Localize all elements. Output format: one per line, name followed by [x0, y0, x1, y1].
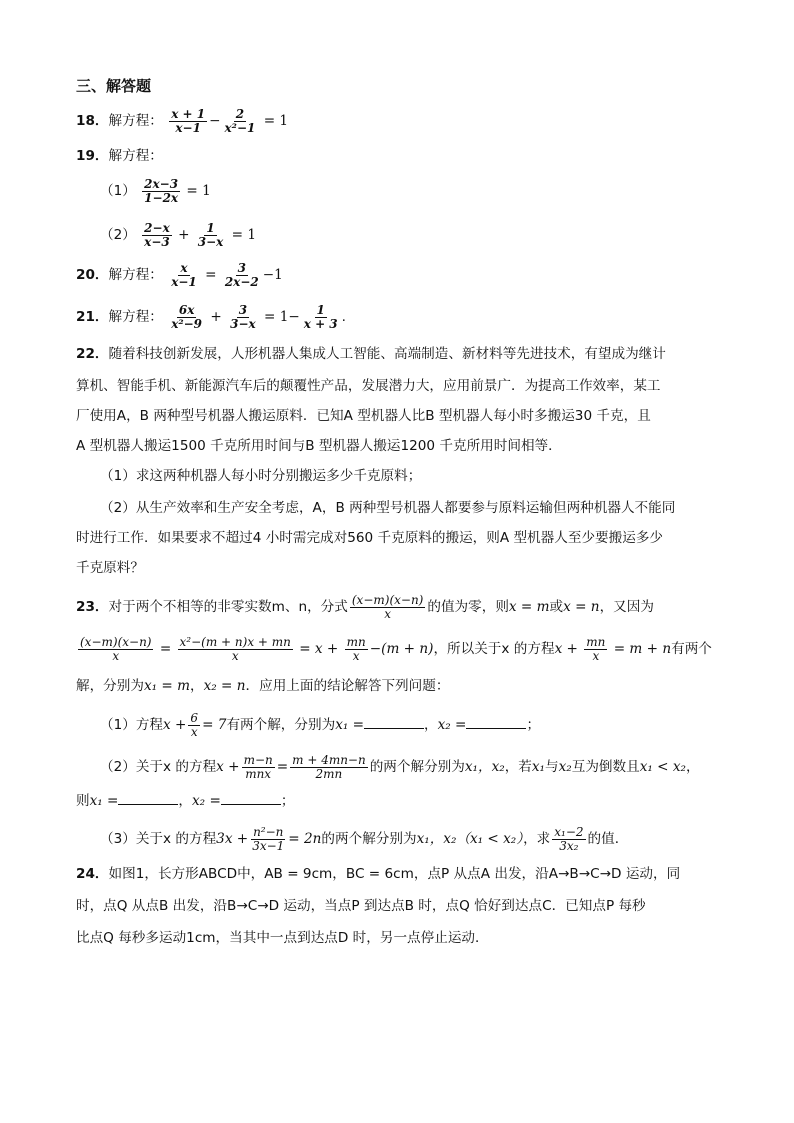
- question-20: 20．解方程： $\frac{x}{x-1}$ = $\frac{3}{2x-2}$ −1: [76, 261, 283, 289]
- answer-blank[interactable]: [221, 790, 281, 805]
- question-23-line-1: 23．对于两个不相等的非零实数m、n，分式 $\frac{(x-m)(x-n)}{x}$ 的值为零，则x = m或x = n，又因为: [76, 593, 654, 621]
- question-24-line-3: 比点Q 每秒多运动1cm，当其中一点到达点D 时，另一点停止运动．: [76, 930, 489, 946]
- question-19-part-1: （1） $\frac{2x-3}{1-2x}$ = 1: [100, 177, 211, 205]
- fraction: $\frac{m + 4mn-n}{2mn}$: [292, 753, 366, 781]
- section-heading: 三、解答题: [76, 77, 152, 95]
- question-22-line-1: 22．随着科技创新发展，人形机器人集成人工智能、高端制造、新材料等先进技术，有望成为继计: [76, 346, 666, 362]
- fraction: $\frac{1}{x + 3}$: [303, 303, 338, 331]
- question-22-line-3: 厂使用A，B 两种型号机器人搬运原料．已知A 型机器人比B 型机器人每小时多搬运30 千克，且: [76, 408, 651, 424]
- fraction: $\frac{x}{x-1}$: [171, 261, 197, 289]
- fraction: $\frac{(x-m)(x-n)}{x}$: [80, 635, 152, 663]
- fraction: $\frac{1}{3-x}$: [197, 221, 224, 249]
- question-number: 18．: [76, 113, 109, 130]
- question-23-line-3: 解，分别为x₁ = m，x₂ = n．应用上面的结论解答下列问题：: [76, 678, 450, 694]
- question-18: 18．解方程： $\frac{x + 1}{x-1}$ − $\frac{2}{\text{x²−1}}$ = 1: [76, 107, 289, 135]
- fraction: $\frac{2-x}{x-3}$: [144, 221, 170, 249]
- fraction: $\frac{mn}{x}$: [586, 635, 606, 663]
- question-text: 解方程：: [108, 148, 163, 164]
- question-19: [76, 146, 163, 166]
- fraction: $\frac{\text{n²−n}}{3x-1}$: [252, 825, 285, 853]
- fraction: $\frac{3}{2x-2}$: [224, 261, 259, 289]
- question-23-part-3: （3）关于x 的方程3x + $\frac{\text{n²−n}}{3x-1}$ = 2n的两个解分别为x₁，x₂（x₁ < x₂），求 $\frac{\text{x₁−2}}{\text{3x₂}}$ 的值．: [100, 825, 629, 853]
- fraction: $\frac{m-n}{\text{mnx}}$: [243, 753, 273, 781]
- question-23-part-1: （1）方程x + $\frac{6}{x}$ = 7有两个解，分别为x₁ = ，x₂ = ；: [100, 711, 541, 739]
- answer-blank[interactable]: [118, 790, 178, 805]
- question-text: 解方程：: [108, 309, 163, 326]
- fraction: $\frac{6x}{\text{x²−9}}$: [171, 303, 203, 331]
- fraction: $\frac{2x-3}{1-2x}$: [144, 177, 179, 205]
- question-24-line-1: 24．如图1，长方形ABCD中，AB = 9cm，BC = 6cm，点P 从点A 出发，沿A→B→C→D 运动，同: [76, 866, 681, 882]
- question-number: 19．: [76, 148, 109, 164]
- question-22-part-1: （1）求这两种机器人每小时分别搬运多少千克原料；: [100, 468, 422, 484]
- fraction: $\frac{3}{3-x}$: [230, 303, 256, 331]
- fraction: $\frac{\text{x²−(m + n)x + mn}}{x}$: [179, 635, 291, 663]
- question-text: 解方程：: [108, 113, 163, 130]
- question-text: 解方程：: [108, 267, 163, 284]
- question-19-part-2: （2） $\frac{2-x}{x-3}$ + $\frac{1}{3-x}$ = 1: [100, 221, 257, 249]
- question-number: 23．: [76, 599, 109, 616]
- question-22-line-4: A 型机器人搬运1500 千克所用时间与B 型机器人搬运1200 千克所用时间相等．: [76, 438, 562, 454]
- question-22-part-2-line-1: （2）从生产效率和生产安全考虑，A，B 两种型号机器人都要参与原料运输但两种机器人不能同: [100, 500, 676, 516]
- question-number: 21．: [76, 309, 109, 326]
- question-number: 24．: [76, 866, 109, 882]
- fraction: $\frac{x + 1}{x-1}$: [171, 107, 206, 135]
- question-number: 20．: [76, 267, 109, 284]
- answer-blank[interactable]: [364, 714, 424, 729]
- question-23-part-2-answers: 则x₁ = ，x₂ = ；: [76, 790, 294, 811]
- question-24-line-2: 时，点Q 从点B 出发，沿B→C→D 运动，当点P 到达点B 时，点Q 恰好到达点C．已知点P 每秒: [76, 898, 646, 914]
- question-22-line-2: 算机、智能手机、新能源汽车后的颠覆性产品，发展潜力大，应用前景广．为提高工作效率，某工: [76, 378, 661, 394]
- fraction: $\frac{\text{x₁−2}}{\text{3x₂}}$: [554, 825, 584, 853]
- question-number: 22．: [76, 346, 109, 362]
- question-21: 21．解方程： $\frac{6x}{\text{x²−9}}$ + $\frac{3}{3-x}$ = 1− $\frac{1}{x + 3}$ .: [76, 303, 346, 331]
- fraction: $\frac{6}{x}$: [190, 711, 199, 739]
- question-22-part-2-line-3: 千克原料？: [76, 560, 144, 576]
- question-22-part-2-line-2: 时进行工作．如果要求不超过4 小时需完成对560 千克原料的搬运，则A 型机器人至少要搬运多少: [76, 530, 664, 546]
- answer-blank[interactable]: [466, 714, 526, 729]
- fraction: $\frac{2}{\text{x²−1}}$: [224, 107, 256, 135]
- fraction: $\frac{mn}{x}$: [346, 635, 366, 663]
- question-23-line-2: $\frac{(x-m)(x-n)}{x}$ = $\frac{\text{x²−(m + n)x + mn}}{x}$ = x + $\frac{mn}{x}$ −(m + n)，所以关于x 的方程x + $\frac{mn}{x}$ = m + n有两个: [80, 635, 712, 663]
- fraction: $\frac{(x-m)(x-n)}{x}$: [351, 593, 424, 621]
- question-23-part-2: （2）关于x 的方程x + $\frac{m-n}{\text{mnx}}$ = $\frac{m + 4mn-n}{2mn}$ 的两个解分别为x₁，x₂，若x₁与x₂互为倒数且x₁ < x₂，: [100, 753, 700, 781]
